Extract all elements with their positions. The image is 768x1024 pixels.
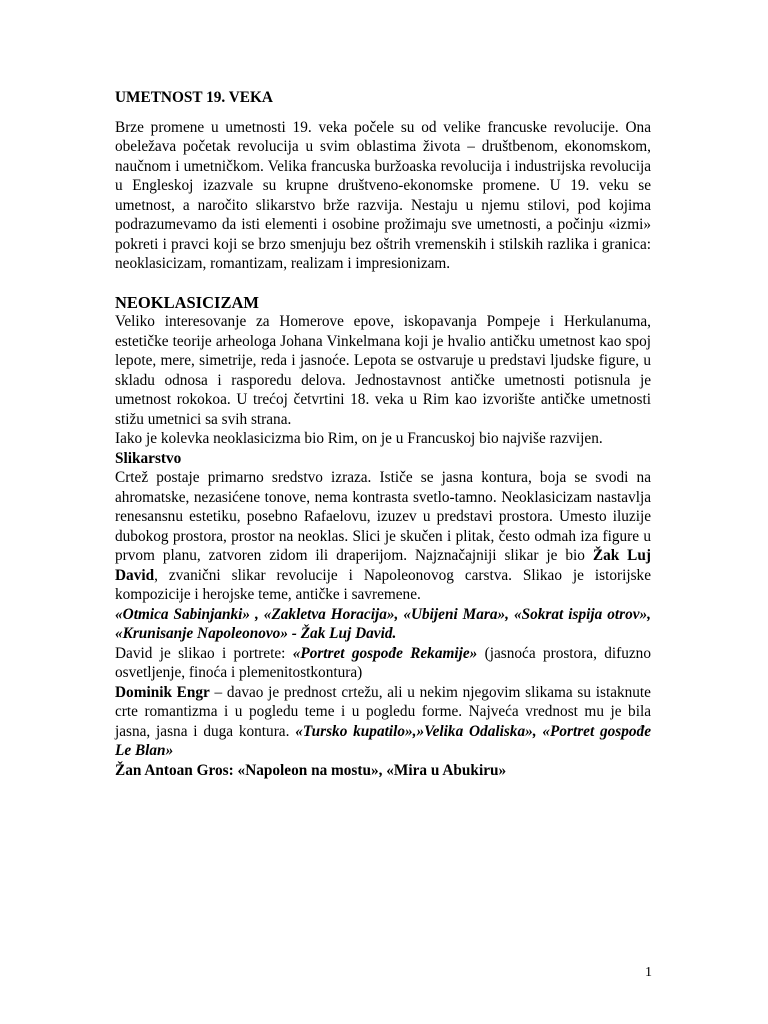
neoklasicizam-paragraph-1: Veliko interesovanje za Homerove epove, iskopavanja Pompeje i Herkulanuma, estetičke teorije arheologa Johana Vinkelmana koji je hvalio antičku umetnost kao spoj lepote, mere, simetrije, reda i jasnoće. Lepota se ostvaruje u predstavi ljudske figure, u skladu odnosa i rasporedu delova. Jednostavnost antičke umetnosti potisnula je umetnost rokokoa. U trećoj četvrtini 18. veka u Rim kao izvorište antičke umetnosti stižu umetnici sa svih strana.	[115, 313, 651, 428]
slikarstvo-paragraph	[115, 468, 651, 605]
intro-paragraph: Brze promene u umetnosti 19. veka počele su od velike francuske revolucije. Ona obeležava početak revolucija u svim oblastima života – društbenom, ekonomskom, naučnom i umetničkom. Velika francuska buržoaska revolucija i industrijska revolucija u Engleskoj izazvale su krupne društveno-ekonomske promene. U 19. veku se umetnost, a naročito slikarstvo brže razvija. Nestaju u njemu stilovi, pod kojima podrazumevamo da isti elementi i osobine prožimaju sve umetnosti, a počinju «izmi» pokreti i pravci koji se brzo smenjuju bez oštrih vremenskih i stilskih razlika i granica: neoklasicizam, romantizam, realizam i impresionizam.	[115, 118, 651, 272]
page-title: UMETNOST 19. VEKA	[115, 89, 273, 106]
subheading-slikarstvo: Slikarstvo	[115, 449, 182, 467]
engr-paragraph	[115, 683, 651, 761]
painter-name-david: Žak Luj David	[115, 547, 651, 584]
engr-text: – davao je prednost crtežu, ali u nekim njegovim slikama su istaknute crte romantizma i u pogledu teme i u pogledu forme. Najveća vrednost mu je bila jasna, jasna i duga kontura.	[115, 683, 651, 740]
section-heading-neoklasicizam: NEOKLASICIZAM	[115, 292, 259, 312]
spacer	[115, 274, 651, 293]
david-portrait-text-a: David je slikao i portrete:	[115, 644, 293, 662]
neoklasicizam-paragraph-2: Iako je kolevka neoklasicizma bio Rim, on je u Francuskoj bio najviše razvijen.	[115, 430, 603, 447]
painter-name-engr: Dominik Engr	[115, 683, 210, 701]
david-portrait-text-b: (jasnoća prostora, difuzno osvetljenje, finoća i plemenitostkontura)	[115, 644, 651, 681]
david-portrait-work: «Portret gospođe Rekamije»	[292, 644, 478, 662]
engr-works: «Tursko kupatilo»,»Velika Odaliska», «Portret gospođe Le Blan»	[115, 722, 651, 759]
page-number: 1	[645, 965, 652, 980]
slikarstvo-text-a: Crtež postaje primarno sredstvo izraza. Ističe se jasna kontura, boja se svodi na ahromatske, nezasićene tonove, nema kontrasta svetlo-tamno. Neoklasicizam nastavlja renesansnu estetiku, posebno Rafaelovu, izuzev u predstavi prostora. Umesto iluzije dubokog prostora, prostor na neoklas. Slici je skučen i plitak, često odmah iza figure u prvom planu, zatvoren zidom ili draperijom. Najznačajniji slikar je bio	[115, 469, 651, 564]
david-portrait-paragraph	[115, 644, 651, 683]
document-page	[115, 88, 651, 780]
slikarstvo-text-b: , zvanični slikar revolucije i Napoleonovog carstva. Slikao je istorijske kompozicije i herojske teme, antičke i savremene.	[115, 566, 651, 603]
david-works-list: «Otmica Sabinjanki» , «Zakletva Horacija», «Ubijeni Mara», «Sokrat ispija otrov», «Krunisanje Napoleonovo» - Žak Luj David.	[115, 605, 651, 642]
gros-line: Žan Antoan Gros: «Napoleon na mostu», «Mira u Abukiru»	[115, 761, 507, 779]
